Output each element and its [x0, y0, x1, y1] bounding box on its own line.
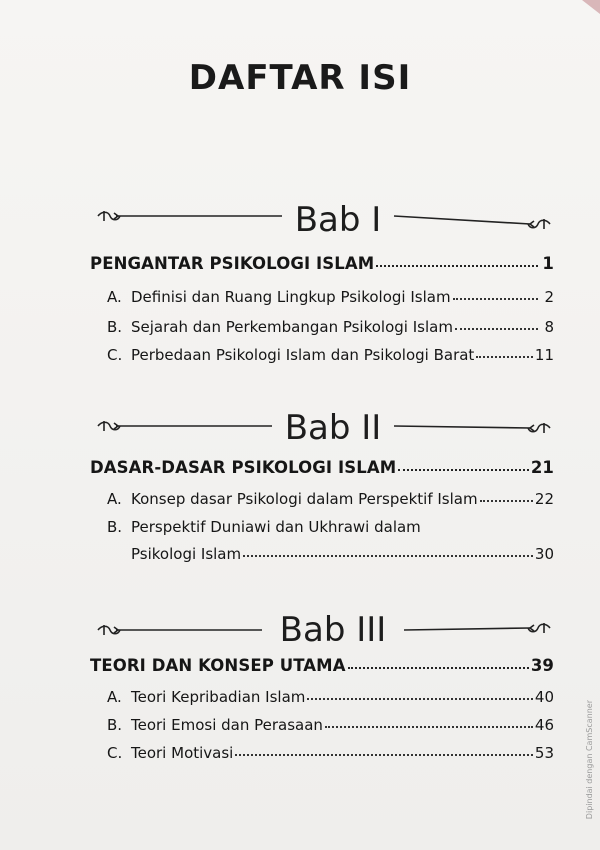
item-text: Perbedaan Psikologi Islam dan Psikologi Barat: [131, 346, 475, 364]
item-text: Konsep dasar Psikologi dalam Perspektif Islam: [131, 490, 478, 508]
page-number: 21: [530, 458, 554, 477]
page-number: 1: [542, 254, 554, 273]
item-text: Sejarah dan Perkembangan Psikologi Islam: [131, 318, 453, 336]
item-text: Perspektif Duniawi dan Ukhrawi dalam: [131, 518, 421, 536]
dot-leader: [480, 499, 533, 502]
item-letter: B.: [107, 716, 123, 734]
dot-leader: [348, 666, 529, 669]
toc-item[interactable]: [107, 318, 554, 336]
toc-item[interactable]: [107, 716, 554, 734]
chapter-divider-bab-3: [94, 610, 554, 650]
page-number: 53: [534, 744, 554, 762]
page-number: 2: [544, 288, 554, 306]
scanner-watermark: Dipindai dengan CamScanner: [585, 700, 594, 820]
item-letter: C.: [107, 744, 123, 762]
dot-leader: [325, 725, 533, 728]
dot-leader: [398, 468, 529, 471]
item-text: Psikologi Islam: [131, 545, 242, 563]
chapter-divider-bab-1: [94, 200, 554, 240]
page-number: 40: [534, 688, 554, 706]
item-text: Definisi dan Ruang Lingkup Psikologi Islam: [131, 288, 451, 306]
page-corner-shadow: [578, 0, 600, 16]
toc-item[interactable]: [107, 346, 554, 364]
dot-leader: [455, 327, 538, 330]
item-letter: A.: [107, 490, 122, 508]
item-letter: A.: [107, 688, 122, 706]
item-text: Teori Emosi dan Perasaan: [131, 716, 323, 734]
item-letter: A.: [107, 288, 122, 306]
item-letter: B.: [107, 318, 123, 336]
chapter-label: Bab I: [294, 200, 382, 240]
toc-item[interactable]: [107, 288, 554, 306]
item-text: Teori Motivasi: [131, 744, 234, 762]
dot-leader: [376, 264, 538, 267]
toc-item-continuation[interactable]: [131, 545, 554, 563]
page-number: 11: [534, 346, 554, 364]
page-number: 46: [534, 716, 554, 734]
chapter-label: Bab III: [279, 610, 387, 650]
chapter-label: Bab II: [284, 408, 382, 448]
item-letter: C.: [107, 346, 123, 364]
chapter-heading-row[interactable]: [90, 254, 554, 273]
dot-leader: [235, 753, 533, 756]
chapter-heading: DASAR-DASAR PSIKOLOGI ISLAM: [90, 458, 397, 477]
toc-item[interactable]: [107, 744, 554, 762]
page-title: DAFTAR ISI: [188, 58, 412, 98]
page-number: 30: [534, 545, 554, 563]
toc-item[interactable]: [107, 490, 554, 508]
item-letter: B.: [107, 518, 123, 536]
chapter-heading: PENGANTAR PSIKOLOGI ISLAM: [90, 254, 375, 273]
page-number: 22: [534, 490, 554, 508]
chapter-heading-row[interactable]: [90, 458, 554, 477]
page-number: 39: [530, 656, 554, 675]
toc-item[interactable]: [107, 518, 554, 536]
chapter-heading: TEORI DAN KONSEP UTAMA: [90, 656, 346, 675]
item-text: Teori Kepribadian Islam: [131, 688, 306, 706]
toc-item[interactable]: [107, 688, 554, 706]
chapter-heading-row[interactable]: [90, 656, 554, 675]
page-number: 8: [544, 318, 554, 336]
dot-leader: [243, 554, 533, 557]
dot-leader: [453, 297, 538, 300]
dot-leader: [307, 697, 533, 700]
dot-leader: [476, 355, 533, 358]
chapter-divider-bab-2: [94, 408, 554, 448]
